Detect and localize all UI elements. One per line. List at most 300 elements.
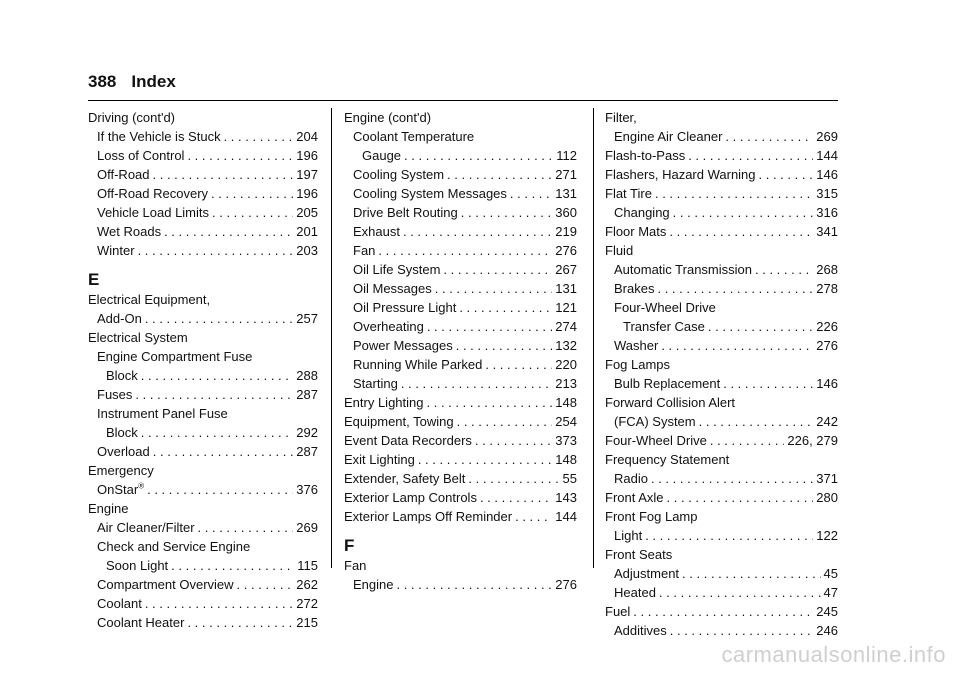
entry-term-text: Drive Belt Routing	[353, 205, 458, 220]
dot-leader	[435, 279, 553, 298]
entry-term	[88, 461, 154, 480]
index-entry	[605, 488, 838, 507]
entry-term	[614, 526, 642, 545]
page-reference: 292	[296, 425, 318, 440]
entry-term	[605, 184, 652, 203]
entry-term-text: Power Messages	[353, 338, 453, 353]
entry-term	[353, 241, 375, 260]
dot-leader	[699, 412, 814, 431]
entry-term-text: Wet Roads	[97, 224, 162, 239]
entry-term	[344, 393, 424, 412]
entry-term-text: Changing	[614, 205, 670, 220]
entry-term-text: Heated	[614, 585, 656, 600]
dot-leader	[480, 488, 552, 507]
index-entry	[344, 184, 577, 203]
page-reference: 131	[555, 281, 577, 296]
entry-term	[97, 575, 234, 594]
entry-term	[106, 423, 138, 442]
page-reference: 143	[555, 490, 577, 505]
index-entry	[605, 165, 838, 184]
entry-term-text: Exterior Lamps Off Reminder	[344, 509, 513, 524]
entry-term	[344, 536, 354, 556]
index-entry	[344, 374, 577, 393]
index-entry	[344, 165, 577, 184]
index-column-3	[605, 108, 838, 640]
entry-term	[88, 108, 175, 127]
entry-term	[97, 309, 142, 328]
index-entry	[344, 108, 577, 127]
page-reference: 215	[296, 615, 318, 630]
dot-leader	[657, 279, 813, 298]
index-entry	[344, 355, 577, 374]
entry-term-text: Front Axle	[605, 490, 664, 505]
entry-term-text: Filter,	[605, 110, 637, 125]
index-entry	[605, 203, 838, 222]
entry-term-text: Exterior Lamp Controls	[344, 490, 477, 505]
index-entry	[344, 575, 577, 594]
entry-term	[605, 602, 630, 621]
entry-term-text: Flat Tire	[605, 186, 652, 201]
page-reference: 196	[296, 186, 318, 201]
page-reference: 278	[816, 281, 838, 296]
entry-term	[353, 127, 474, 146]
dot-leader	[659, 583, 821, 602]
dot-leader	[224, 127, 294, 146]
entry-term	[605, 450, 729, 469]
entry-term	[344, 469, 465, 488]
entry-term-text: Radio	[614, 471, 648, 486]
entry-term-text: Cooling System Messages	[353, 186, 507, 201]
page-reference: 257	[296, 311, 318, 326]
entry-term	[106, 556, 168, 575]
page-reference: 146	[816, 167, 838, 182]
entry-term-text: Cooling System	[353, 167, 445, 182]
entry-term-text: Entry Lighting	[344, 395, 424, 410]
entry-term-text: Starting	[353, 376, 398, 391]
dot-leader	[667, 488, 814, 507]
page-reference: 219	[555, 224, 577, 239]
entry-term	[614, 412, 696, 431]
page-reference: 144	[816, 148, 838, 163]
header-rule	[88, 100, 838, 101]
page-reference: 246	[816, 623, 838, 638]
page-reference: 201	[296, 224, 318, 239]
entry-term-text: (FCA) System	[614, 414, 696, 429]
entry-term-text: Flash-to-Pass	[605, 148, 686, 163]
index-entry	[605, 374, 838, 393]
entry-term	[353, 184, 507, 203]
page-reference: 245	[816, 604, 838, 619]
index-entry	[344, 146, 577, 165]
index-entry	[88, 347, 318, 366]
page-reference: 122	[816, 528, 838, 543]
entry-term-text: Light	[614, 528, 643, 543]
page-reference: 112	[556, 148, 577, 163]
index-entry	[605, 412, 838, 431]
index-entry	[88, 165, 318, 184]
page-reference: 204	[296, 129, 318, 144]
entry-term	[97, 222, 161, 241]
entry-term-text: Emergency	[88, 463, 154, 478]
page-reference: 360	[555, 205, 577, 220]
page-reference: 287	[296, 387, 318, 402]
entry-term-text: Transfer Case	[623, 319, 705, 334]
index-entry	[344, 279, 577, 298]
entry-term-text: Engine	[88, 501, 129, 516]
index-entry	[344, 203, 577, 222]
entry-term	[97, 146, 184, 165]
dot-leader	[468, 469, 559, 488]
dot-leader	[135, 385, 293, 404]
entry-term	[353, 298, 456, 317]
entry-term	[97, 165, 150, 184]
index-entry	[88, 461, 318, 480]
dot-leader	[708, 317, 813, 336]
entry-term	[97, 203, 209, 222]
dot-leader	[145, 309, 293, 328]
entry-term-text: Equipment, Towing	[344, 414, 454, 429]
page-reference: 371	[816, 471, 838, 486]
index-entry	[605, 146, 838, 165]
index-column-1	[88, 108, 318, 632]
page-reference: 203	[296, 243, 318, 258]
entry-term-text: Engine Compartment Fuse	[97, 349, 253, 364]
dot-leader	[171, 556, 294, 575]
entry-term	[88, 499, 128, 518]
index-entry	[605, 393, 838, 412]
dot-leader	[153, 442, 294, 461]
entry-term	[353, 317, 424, 336]
entry-term	[97, 442, 150, 461]
index-entry	[88, 222, 318, 241]
index-entry	[605, 507, 838, 526]
entry-term-text: Loss of Control	[97, 148, 185, 163]
index-entry	[88, 404, 318, 423]
entry-term-text: Gauge	[362, 148, 402, 163]
index-entry	[605, 526, 838, 545]
index-entry	[344, 127, 577, 146]
entry-term-text: Running While Parked	[353, 357, 483, 372]
entry-term	[344, 488, 477, 507]
page-reference: 131	[555, 186, 577, 201]
page-reference: 226	[816, 319, 838, 334]
index-entry	[88, 423, 318, 442]
dot-leader	[403, 222, 552, 241]
index-entry	[344, 260, 577, 279]
dot-leader	[164, 222, 293, 241]
index-entry	[344, 556, 577, 575]
page-reference: 197	[296, 167, 318, 182]
page-reference: 271	[555, 167, 577, 182]
dot-leader	[755, 260, 813, 279]
entry-term	[614, 260, 752, 279]
index-entry	[605, 583, 838, 602]
entry-term-text: Air Cleaner/Filter	[97, 520, 195, 535]
page-reference: 269	[816, 129, 838, 144]
page-reference: 55	[562, 471, 577, 486]
index-entry	[344, 298, 577, 317]
index-entry	[344, 431, 577, 450]
index-entry	[88, 556, 318, 575]
dot-leader	[427, 393, 553, 412]
dot-leader	[396, 575, 552, 594]
entry-term-text: Fuel	[605, 604, 631, 619]
index-entry	[88, 575, 318, 594]
entry-term-text: Oil Life System	[353, 262, 441, 277]
index-entry	[88, 328, 318, 347]
page-reference: 226, 279	[787, 433, 838, 448]
page-reference: 148	[555, 395, 577, 410]
entry-term-text: Brakes	[614, 281, 655, 296]
entry-term	[344, 450, 415, 469]
entry-term-text: Electrical Equipment,	[88, 292, 211, 307]
index-entry	[605, 298, 838, 317]
entry-term-text: Block	[106, 368, 138, 383]
column-divider	[593, 108, 594, 568]
entry-term	[97, 404, 228, 423]
entry-term-text: Fuses	[97, 387, 133, 402]
page-reference: 132	[555, 338, 577, 353]
dot-leader	[651, 469, 813, 488]
index-entry	[605, 260, 838, 279]
registered-mark: ®	[138, 481, 145, 491]
entry-term-text: Coolant Heater	[97, 615, 185, 630]
index-entry	[344, 336, 577, 355]
entry-term-text: Fog Lamps	[605, 357, 671, 372]
page-reference: 268	[816, 262, 838, 277]
entry-term	[605, 222, 666, 241]
index-entry	[605, 431, 838, 450]
index-entry	[605, 108, 838, 127]
page-reference: 220	[555, 357, 577, 372]
entry-term-text: Coolant	[97, 596, 142, 611]
entry-term	[97, 518, 195, 537]
page-reference: 269	[296, 520, 318, 535]
entry-term	[344, 431, 472, 450]
entry-term-text: Engine (cont'd)	[344, 110, 432, 125]
entry-term	[605, 355, 670, 374]
entry-term	[614, 469, 648, 488]
entry-term	[88, 328, 188, 347]
entry-term-text: Fluid	[605, 243, 634, 258]
page-reference: 121	[555, 300, 577, 315]
entry-term	[623, 317, 705, 336]
entry-term	[605, 146, 685, 165]
index-entry	[88, 442, 318, 461]
entry-term-text: Additives	[614, 623, 667, 638]
index-entry	[605, 450, 838, 469]
entry-term-text: Bulb Replacement	[614, 376, 721, 391]
index-entry	[88, 184, 318, 203]
page-reference: 272	[296, 596, 318, 611]
index-entry	[88, 594, 318, 613]
index-entry	[88, 480, 318, 499]
dot-leader	[141, 366, 294, 385]
index-letter-heading	[88, 270, 318, 290]
page-number: 388	[88, 72, 117, 91]
dot-leader	[187, 146, 293, 165]
entry-term-text: OnStar	[97, 482, 139, 497]
index-entry	[88, 613, 318, 632]
page-reference: 47	[823, 585, 838, 600]
entry-term-text: Winter	[97, 243, 135, 258]
entry-term-text: Compartment Overview	[97, 577, 234, 592]
dot-leader	[682, 564, 820, 583]
index-entry	[344, 317, 577, 336]
entry-term-text: Overheating	[353, 319, 424, 334]
index-entry	[88, 146, 318, 165]
index-entry	[88, 290, 318, 309]
page-reference: 373	[555, 433, 577, 448]
index-column-2	[344, 108, 577, 594]
entry-term	[614, 621, 667, 640]
entry-term-text: Extender, Safety Belt	[344, 471, 466, 486]
page-reference: 276	[816, 338, 838, 353]
entry-term-text: Adjustment	[614, 566, 680, 581]
page-reference: 280	[816, 490, 838, 505]
entry-term	[88, 270, 99, 290]
index-entry	[605, 222, 838, 241]
entry-term-text: Frequency Statement	[605, 452, 730, 467]
index-entry	[344, 469, 577, 488]
index-entry	[88, 241, 318, 260]
page-reference: 254	[555, 414, 577, 429]
entry-term	[353, 355, 482, 374]
entry-term-text: Soon Light	[106, 558, 169, 573]
dot-leader	[147, 480, 293, 499]
dot-leader	[141, 423, 294, 442]
page-reference: 315	[816, 186, 838, 201]
index-entry	[88, 127, 318, 146]
entry-term	[614, 203, 670, 222]
entry-term-text: Four-Wheel Drive	[614, 300, 716, 315]
entry-term	[106, 366, 138, 385]
dot-leader	[710, 431, 785, 450]
index-entry	[605, 241, 838, 260]
dot-leader	[443, 260, 552, 279]
entry-term	[605, 393, 735, 412]
entry-term	[614, 127, 722, 146]
page-reference: 144	[555, 509, 577, 524]
entry-term-text: Off-Road	[97, 167, 150, 182]
page-reference: 205	[296, 205, 318, 220]
entry-term-text: Off-Road Recovery	[97, 186, 209, 201]
entry-term-text: Check and Service Engine	[97, 539, 251, 554]
dot-leader	[645, 526, 813, 545]
entry-term	[605, 431, 707, 450]
page-reference: 148	[555, 452, 577, 467]
dot-leader	[457, 412, 553, 431]
index-entry	[605, 184, 838, 203]
entry-term-text: F	[344, 536, 355, 555]
page-reference: 262	[296, 577, 318, 592]
index-entry	[88, 309, 318, 328]
entry-term-text: If the Vehicle is Stuck	[97, 129, 221, 144]
dot-leader	[669, 222, 813, 241]
page-header	[88, 72, 176, 92]
index-entry	[344, 507, 577, 526]
dot-leader	[510, 184, 552, 203]
dot-leader	[661, 336, 813, 355]
entry-term	[97, 127, 221, 146]
dot-leader	[515, 507, 552, 526]
dot-leader	[459, 298, 552, 317]
entry-term	[362, 146, 401, 165]
index-entry	[605, 602, 838, 621]
dot-leader	[670, 621, 814, 640]
entry-term-text: Vehicle Load Limits	[97, 205, 210, 220]
dot-leader	[655, 184, 813, 203]
watermark: carmanualsonline.info	[721, 642, 946, 667]
entry-term	[353, 260, 440, 279]
index-entry	[88, 366, 318, 385]
entry-term-text: Engine	[353, 577, 394, 592]
entry-term	[614, 374, 720, 393]
index-entry	[344, 412, 577, 431]
entry-term-text: Automatic Transmission	[614, 262, 752, 277]
entry-term-text: Exit Lighting	[344, 452, 415, 467]
dot-leader	[673, 203, 814, 222]
entry-term	[605, 165, 756, 184]
index-entry	[344, 222, 577, 241]
entry-term-text: Oil Pressure Light	[353, 300, 457, 315]
index-entry	[88, 108, 318, 127]
entry-term	[353, 374, 398, 393]
entry-term	[88, 290, 210, 309]
index-entry	[88, 385, 318, 404]
entry-term-text: Floor Mats	[605, 224, 667, 239]
dot-leader	[447, 165, 552, 184]
dot-leader	[187, 613, 293, 632]
page-reference: 341	[816, 224, 838, 239]
entry-term	[605, 241, 633, 260]
entry-term	[614, 564, 679, 583]
page-reference: 213	[555, 376, 577, 391]
index-entry	[344, 241, 577, 260]
entry-term	[605, 108, 637, 127]
entry-term	[97, 184, 208, 203]
dot-leader	[237, 575, 294, 594]
page-reference: 196	[296, 148, 318, 163]
entry-term	[353, 222, 400, 241]
entry-term-text: Forward Collision Alert	[605, 395, 736, 410]
entry-term	[614, 336, 658, 355]
page-title: Index	[131, 72, 176, 91]
index-entry	[344, 393, 577, 412]
entry-term-text: Exhaust	[353, 224, 400, 239]
entry-term	[344, 556, 366, 575]
entry-term	[614, 298, 716, 317]
dot-leader	[461, 203, 553, 222]
dot-leader	[688, 146, 813, 165]
entry-term	[353, 279, 432, 298]
entry-term-text: Driving (cont'd)	[88, 110, 176, 125]
index-entry	[88, 537, 318, 556]
entry-term	[97, 594, 142, 613]
index-entry	[88, 499, 318, 518]
dot-leader	[404, 146, 553, 165]
dot-leader	[378, 241, 552, 260]
index-entry	[605, 545, 838, 564]
dot-leader	[456, 336, 553, 355]
entry-term-text: Electrical System	[88, 330, 188, 345]
entry-term	[353, 203, 458, 222]
entry-term	[605, 488, 664, 507]
entry-term-text: Oil Messages	[353, 281, 432, 296]
page-reference: 267	[555, 262, 577, 277]
entry-term-text: E	[88, 270, 100, 289]
entry-term	[344, 108, 431, 127]
